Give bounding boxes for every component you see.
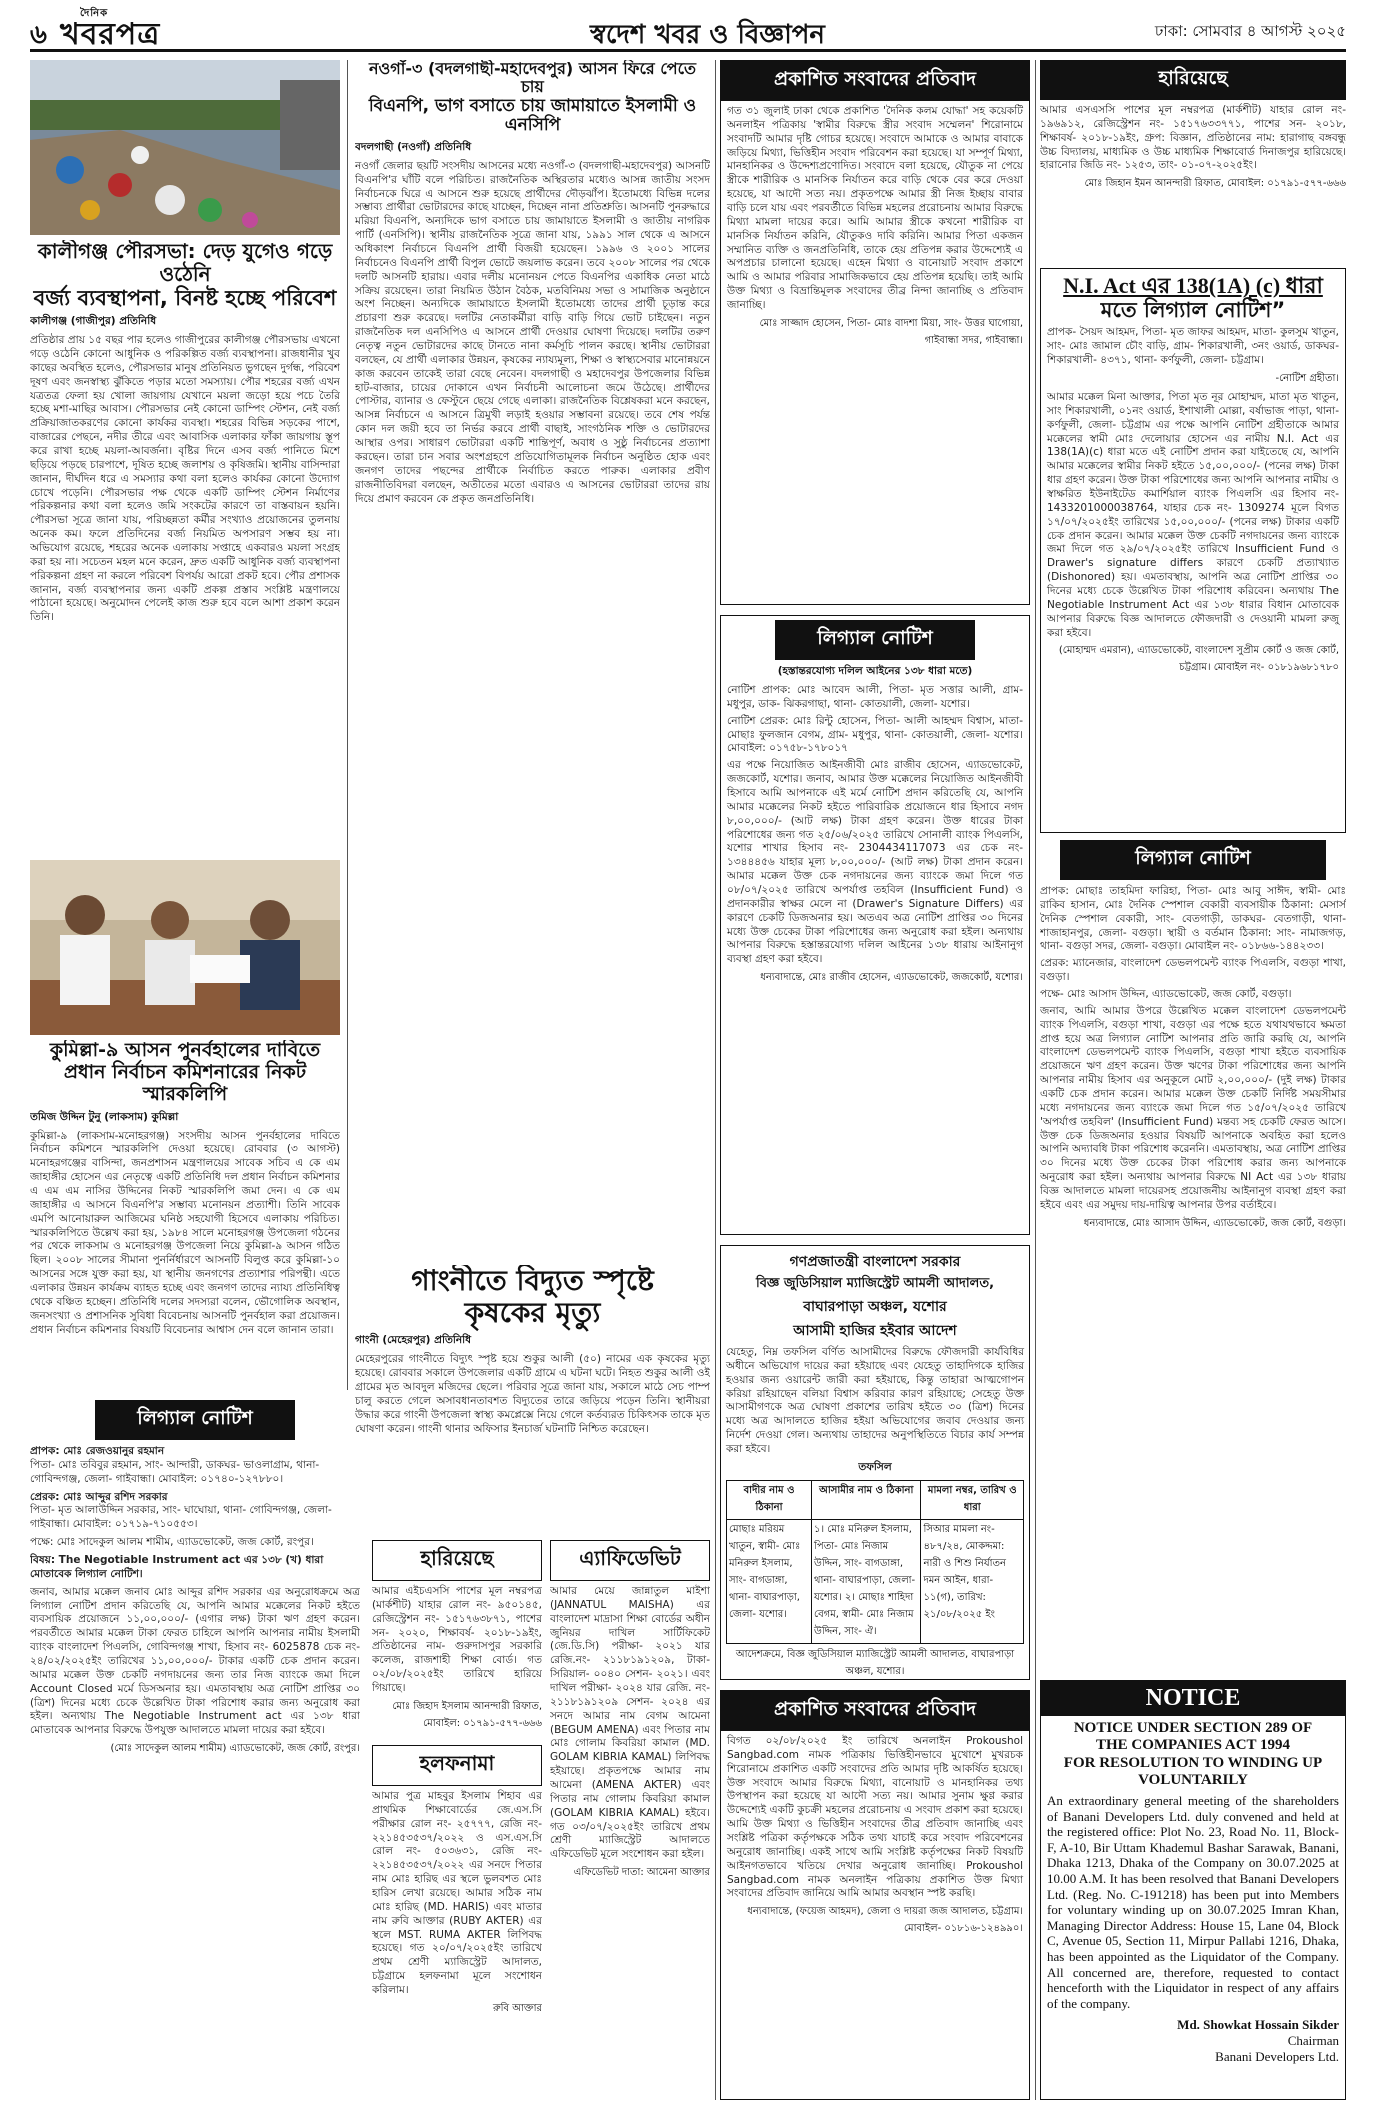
column-divider [715,60,716,2100]
lost-small-signature: মোঃ জিহাদ ইসলাম আনন্দারী রিফাত, মোবাইল: ০১৭৯১-৫৭৭-৬৬৬ [392,1700,542,1729]
legal-notice-mid-title: লিগ্যাল নোটিশ [775,620,975,660]
comilla-article [30,1040,340,1392]
legal-notice-left-signature: (মোঃ সাদেকুল আলম শামীম) এ্যাডভোকেট, জজ কোর্ট, রংপুর। [110,1743,360,1755]
legal-notice-left-subject: বিষয়: The Negotiable Instrument act এর ১৩৮ (খ) ধারা মোতাবেক লিগ্যাল নোটিশ। [30,1554,324,1580]
memorandum-photo [30,860,340,1035]
lost-right-body: আমার এসএসসি পাশের মূল নম্বরপত্র (মার্কশীট) যাহার রোল নং- ১৯৬৯১২, রেজিস্ট্রেশন নং- ১৫১৭৬৩৩৭৭১, পাশের সন- ২০১৮, শিক্ষাবর্ষ- ২০১৮-১৯ইং, গ্রুপ: বিজ্ঞান, প্রতিষ্ঠানের নাম: হারাগাছ বঙ্গবন্ধু উচ্চ বিদ্যালয়, মাধ্যমিক ও উচ্চ মাধ্যমিক শিক্ষাবোর্ড দিনাজপুর হারিয়েছে। হারানোর জিডি নং- ১২৫৩, তাং- ০১-০৭-২০২৫ইং। [1040,104,1346,172]
notice-en-title: NOTICE [1041,1681,1345,1716]
protest-bottom [720,1690,1030,2100]
lost-notice-small [372,1540,542,1740]
affidavit-name-signature: রুবি আক্তার [492,2002,542,2014]
legal-notice-left-recipient-detail: পিতা- মৃত আলাউদ্দিন সরকার, সাং- ঘাঘোয়া, থানা- গোবিন্দগঞ্জ, জেলা- গাইবান্ধা। মোবাইল: ০১৭১৯-৭১০৫৫৩। [30,1504,332,1531]
legal-notice-right-advocate: পক্ষে- মোঃ আসাদ উদ্দিন, এ্যাডভোকেট, জজ কোর্ট, বগুড়া। [1040,988,1292,1001]
legal-notice-mid-signature: ধন্যবাদান্তে, মোঃ রাজীব হোসেন, এ্যাডভোকেট, জজকোর্ট, যশোর। [760,972,1023,984]
naogaon-body: নওগাঁ জেলার ছয়টি সংসদীয় আসনের মধ্যে নওগাঁ-৩ (বদলগাছী-মহাদেবপুর) আসনটি বিএনপি'র ঘাঁটি বলে পরিচিত। রাজনৈতিক অস্থিরতার মধ্যেও আসন্ন জাতীয় সংসদ নির্বাচনকে ঘিরে এ আসনে শুরু হয়েছে প্রার্থীদের দৌড়ঝাঁপ। ইতোমধ্যে বিভিন্ন দলের সম্ভাব্য প্রার্থীরা ভোটারদের কাছে যাচ্ছেন, দিচ্ছেন নানা প্রতিশ্রুতি। আসনটি পুনরুদ্ধারে মরিয়া বিএনপি, অন্যদিকে ভাগ বসাতে চায় জামায়াতে ইসলামী ও জাতীয় নাগরিক পার্টি (এনসিপি)। স্থানীয় রাজনৈতিক সূত্রে জানা যায়, ১৯৯১ সাল থেকে এ আসনে অধিকাংশ নির্বাচনে বিএনপি প্রার্থী বিজয়ী হয়েছেন। ১৯৯৬ ও ২০০১ সালের নির্বাচনেও বিএনপি প্রার্থী বিপুল ভোটে জয়লাভ করেন। তবে ২০০৮ সালের পর থেকে দলটি আসনটি হারায়। এবার দলীয় মনোনয়ন পেতে বিএনপির একাধিক নেতা মাঠে সক্রিয় রয়েছেন। তারা নিয়মিত উঠান বৈঠক, মতবিনিময় সভা ও সামাজিক অনুষ্ঠানে অংশ নিচ্ছেন। অন্যদিকে জামায়াতে ইসলামী ইতোমধ্যে তাদের প্রার্থী চূড়ান্ত করে প্রচারণা শুরু করেছে। দলটির নেতাকর্মীরা বাড়ি বাড়ি গিয়ে ভোট চাইছেন। নতুন রাজনৈতিক দল এনসিপিও এ আসনে প্রার্থী দেওয়ার ঘোষণা দিয়েছে। দলটির তরুণ নেতৃত্ব নতুন ভোটারদের কাছে টানতে নানা কর্মসূচি পালন করছে। স্থানীয় ভোটাররা বলছেন, যে প্রার্থী এলাকার উন্নয়ন, কৃষকের ন্যায্যমূল্য, শিক্ষা ও স্বাস্থ্যসেবার মানোন্নয়নে কাজ করবেন তাকেই তারা বেছে নেবেন। বদলগাছী ও মহাদেবপুর উপজেলার বিভিন্ন হাট-বাজার, চায়ের দোকানে এখন নির্বাচনী আলোচনা জমে উঠেছে। প্রার্থীদের পোস্টার, ব্যানার ও ফেস্টুনে ছেয়ে গেছে এলাকা। রাজনৈতিক বিশ্লেষকরা মনে করছেন, আসন্ন নির্বাচনে এ আসনে ত্রিমুখী লড়াই হওয়ার সম্ভাবনা রয়েছে। তবে শেষ পর্যন্ত কোন দল জয়ী হবে তা নির্ভর করবে প্রার্থী বাছাই, সাংগঠনিক শক্তি ও ভোটারদের আস্থার ওপর। সাধারণ ভোটাররা একটি শান্তিপূর্ণ, অবাধ ও সুষ্ঠু নির্বাচনের প্রত্যাশা করছেন। তারা চান সবার অংশগ্রহণে প্রতিযোগিতামূলক নির্বাচন অনুষ্ঠিত হোক এবং জনগণ তাদের পছন্দের প্রার্থীকে নির্বাচিত করতে পারুক। এলাকার প্রবীণ রাজনীতিবিদরা বলছেন, অতীতের মতো এবারও এ আসনের ভোটাররা তাদের রায় দিয়ে প্রমাণ করবেন কে প্রকৃত জনপ্রতিনিধি। [355,159,710,505]
legal-notice-left-title: লিগ্যাল নোটিশ [95,1400,295,1440]
garbage-photo [30,60,340,235]
court-body: যেহেতু, নিম্ন তফসিল বর্ণিত আসামীদের বিরুদ্ধে ফৌজদারী কার্যবিধির অধীনে অভিযোগ দায়ের করা হইয়াছে এবং যেহেতু তাহাদিগকে হাজির হওয়ার জন্য ওয়ারেন্ট জারী করা হইয়াছে, কিন্তু তাহারা আত্মগোপন করিয়া রহিয়াছেন বলিয়া বিশ্বাস করিবার কারণ রহিয়াছে; সেহেতু উক্ত আসামীগণকে অত্র ঘোষণা প্রকাশের তারিখ হইতে ৩০ (ত্রিশ) দিনের মধ্যে অত্র আদালতে হাজির হইয়া অভিযোগের জবাব দেওয়ার জন্য নির্দেশ দেওয়া গেল। অন্যথায় তাহাদের অনুপস্থিতিতে বিচার কার্য সম্পন্ন করা হইবে। [726,1346,1024,1456]
ni-act-body: আমার মক্কেল মিনা আক্তার, পিতা মৃত নূর মোহাম্মদ, মাতা মৃত খাতুন, সাং শিকারখালী, ০১নং ওয়ার্ড, ইশাখালী মোল্লা, বর্ষাভাজ পাড়া, থানা- কর্ণফুলী, জেলা- চট্টগ্রাম এর পক্ষে আপনি নোটিশ গ্রহীতাকে আমার মক্কেলের স্বামী মোঃ দেলোয়ার হোসেন এর নামীয় N.I. Act এর 138(1A)(c) ধারা মতে এই নোটিশ প্রদান করা যাইতেছে যে, আপনি আমার মক্কেলের স্বামীর নিকট হইতে ১৫,০০,০০০/- (পনের লক্ষ) টাকা ধার গ্রহণ করেন। উক্ত টাকা পরিশোধের জন্য আপনি আপনার নামীয় ও স্বাক্ষরিত ইউনাইটেড কমার্শিয়াল ব্যাংক পিএলসি এর হিসাব নং- 1433201000038764, যাহার চেক নং- 1309274 মূলে বিগত ১৭/০৭/২০২৫ইং তারিখের ১৫,০০,০০০/- (পনের লক্ষ) টাকার একটি চেক প্রদান করেন। আমার মক্কেল উক্ত চেকটি নগদায়নের জন্য ব্যাংকে জমা দিলে গত ২৯/০৭/২০২৫ইং তারিখে Insufficient Fund ও Drawer's signature differs কারণে চেকটি প্রত্যাখ্যাত (Dishonored) হয়। এমতাবস্থায়, আপনি অত্র নোটিশ প্রাপ্তির ৩০ দিনের মধ্যে চেকে উল্লেখিত টাকা পরিশোধ করিবেন। অন্যথায় The Negotiable Instrument Act এর ১৩৮ ধারার বিধান মোতাবেক আপনার বিরুদ্ধে বিজ্ঞ আদালতে ফৌজদারী ও দেওয়ানী মামলা রুজু করা হইবে। [1047,391,1339,639]
ni-act-notice [1040,268,1346,833]
protest-bottom-title: প্রকাশিত সংবাদের প্রতিবাদ [721,1691,1029,1731]
kaliganj-article [30,240,340,852]
protest-top-signature: মোঃ সাজ্জাদ হোসেন, পিতা- মোঃ বাদশা মিয়া, সাং- উত্তর ঘাগোয়া, গাইবান্ধা সদর, গাইবান্ধা। [759,317,1023,346]
naogaon-article [355,60,710,1260]
notice-en-signer-org: Banani Developers Ltd. [1215,2049,1339,2065]
kaliganj-headline-1: কালীগঞ্জ পৌরসভা: দেড় যুগেও গড়ে ওঠেনি [37,240,333,286]
comilla-headline: কুমিল্লা-৯ আসন পুনর্বহালের দাবিতে প্রধান নির্বাচন কমিশনারের নিকট স্মারকলিপি [49,1040,321,1105]
winding-up-notice [1040,1680,1346,2100]
protest-top [720,60,1030,605]
column-divider [347,60,348,1390]
issue-date: ঢাকা: সোমবার ৪ আগস্ট ২০২৫ [1154,22,1346,40]
legal-notice-right-recipient: প্রেরক: ম্যানেজার, বাংলাদেশ ডেভলপমেন্ট ব্যাংক পিএলসি, বগুড়া শাখা, বগুড়া। [1040,957,1346,984]
gangni-headline-2: কৃষকের মৃত্যু [464,1296,601,1330]
affidavit-jannatul [550,1540,710,2100]
legal-notice-left-advocate: পক্ষে: মোঃ সাদেকুল আলম শামীম, এ্যাডভোকেট, জজ কোর্ট, রংপুর। [30,1536,314,1549]
protest-top-body: গত ৩১ জুলাই ঢাকা থেকে প্রকাশিত 'দৈনিক কলম যোদ্ধা' সহ কয়েকটি অনলাইন পত্রিকায় 'স্বামীর বিরুদ্ধে স্ত্রীর সংবাদ সম্মেলন' শিরোনামে সংবাদটি আমার দৃষ্টি গোচর হয়েছে। সংবাদে আমাকে ও আমার বাবাকে জড়িয়ে মিথ্যা, ভিত্তিহীন সংবাদ পরিবেশন করা হয়েছে। যা সম্পূর্ণ মিথ্যা, মানহানিকর ও উদ্দেশ্যপ্রণোদিত। সংবাদে বলা হয়েছে, যৌতুক না পেয়ে স্ত্রীকে শারীরিক ও মানসিক নির্যাতন করে বাড়ি থেকে বের করে দেওয়া হয়েছে, যা আদৌ সত্য নয়। প্রকৃতপক্ষে আমার স্ত্রী নিজ ইচ্ছায় বাবার বাড়ি চলে যায় এবং পরবর্তীতে বিভিন্ন মহলের প্ররোচনায় আমার বিরুদ্ধে মিথ্যা মামলা দায়ের করে। আমি আমার স্ত্রীকে কখনো শারীরিক বা মানসিক নির্যাতন করিনি, যৌতুকও দাবি করিনি। আমার পিতা একজন সম্মানিত ব্যক্তি ও জনপ্রতিনিধি, তাকে হেয় প্রতিপন্ন করার উদ্দেশ্যেই এ অপপ্রচার চালানো হয়েছে। এহেন মিথ্যা ও বানোয়াট সংবাদ প্রকাশে আমি ও আমার পরিবার সামাজিকভাবে হেয় প্রতিপন্ন হয়েছি। তাই আমি উক্ত মিথ্যা ও বিভ্রান্তিমূলক সংবাদের তীব্র নিন্দা জানাচ্ছি ও প্রতিবাদ জানাচ্ছি। [727,105,1023,312]
legal-notice-left-sender: প্রাপক: মোঃ রেজওয়ানুর রহমান [30,1445,165,1457]
comilla-body: কুমিল্লা-৯ (লাকসাম-মনোহরগঞ্জ) সংসদীয় আসন পুনর্বহালের দাবিতে নির্বাচন কমিশনে স্মারকলিপি দেওয়া হয়েছে। রোববার (৩ আগস্ট) মনোহরগঞ্জের বাসিন্দা, জনপ্রশাসন মন্ত্রণালয়ের সাবেক সচিব এ কে এম জাহাঙ্গীর হোসেন এর নেতৃত্বে একটি প্রতিনিধি দল প্রধান নির্বাচন কমিশনার এ এম এম নাসির উদ্দিনের নিকট স্মারকলিপি জমা দেন। এ কে এম জাহাঙ্গীর এ আসনে বিএনপি'র সম্ভাব্য মনোনয়ন প্রত্যাশী। তিনি সাবেক এমপি আনোয়ারুল আজিমের ঘনিষ্ঠ সহযোগী হিসেবে এলাকায় পরিচিত। স্মারকলিপিতে উল্লেখ করা হয়, ১৯৮৪ সালে মনোহরগঞ্জ উপজেলা গঠনের পর থেকে লাকসাম ও মনোহরগঞ্জ উপজেলা নিয়ে কুমিল্লা-৯ আসন গঠিত ছিল। ২০০৮ সালের সীমানা পুনর্নির্ধারণে আসনটি বিলুপ্ত করে কুমিল্লা-১০ আসনের সঙ্গে যুক্ত করা হয়, যা স্থানীয় জনগণের প্রত্যাশার পরিপন্থী। এতে এলাকার উন্নয়ন কার্যক্রম ব্যাহত হচ্ছে এবং জনগণ তাদের ন্যায্য প্রতিনিধিত্ব থেকে বঞ্চিত হচ্ছেন। প্রতিনিধি দলের সদস্যরা বলেন, ভৌগোলিক অবস্থান, জনসংখ্যা ও প্রশাসনিক সুবিধা বিবেচনায় আসনটি পুনর্বহাল করা প্রয়োজন। প্রধান নির্বাচন কমিশনার বিষয়টি বিবেচনার আশ্বাস দেন বলে জানান তারা। [30,1129,340,1336]
notice-en-sub-4: VOLUNTARILY [1138,1771,1248,1788]
legal-notice-mid-body: এর পক্ষে নিয়োজিত আইনজীবী মোঃ রাজীব হোসেন, এ্যাডভোকেট, জজকোর্ট, যশোর। জনাব, আমার উক্ত মক্কেলের নিয়োজিত আইনজীবী হিসাবে আমি আপনাকে এই মর্মে নোটিশ প্রদান করিতেছি যে, আপনি আমার মক্কেলের নিকট হইতে পারিবারিক প্রয়োজনে ধার হিসাবে নগদ ৮,০০,০০০/- (আট লক্ষ) টাকা গ্রহণ করেন। উক্ত ধারের টাকা পরিশোধের জন্য গত ২৫/০৬/২০২৫ তারিখে সোনালী ব্যাংক পিএলসি, যশোর শাখার হিসাব নং- 2304434117073 এর চেক নং- ১৩৪৪৪৫৬ যাহার মূল্য ৮,০০,০০০/- (আট লক্ষ) টাকা প্রদান করেন। আমার মক্কেল উক্ত চেক নগদায়নের জন্য ব্যাংকে জমা দিলে গত ০৮/০৭/২০২৫ তারিখে অপর্যাপ্ত তহবিল (Insufficient Fund) ও প্রদানকারীর স্বাক্ষর মেলে না (Drawer's Signature Differs) এর কারণে চেকটি ডিজঅনার হয়। অতএব অত্র নোটিশ প্রাপ্তির ৩০ দিনের মধ্যে উক্ত চেকের টাকা পরিশোধের জন্য অনুরোধ করা হইল। অন্যথায় আপনার বিরুদ্ধে হস্তান্তরযোগ্য দলিল আইনের ১৩৮ ধারায় আইনানুগ ব্যবস্থা গ্রহণ করা হইবে। [727,759,1023,966]
ni-act-title-1: N.I. Act এর 138(1A) (c) ধারা [1063,273,1323,298]
naogaon-headline-1: নওগাঁ-৩ (বদলগাছী-মহাদেবপুর) আসন ফিরে পেতে চায় [368,60,697,97]
lost-small-body: আমার এইচএসসি পাশের মূল নম্বরপত্র (মার্কশীট) যাহার রোল নং- ৯৫০১৪৫, রেজিস্ট্রেশন নং- ১৫১৭৬৩৮৭১, পাশের সন- ২০২০, শিক্ষাবর্ষ- ২০১৮-১৯ইং, প্রতিষ্ঠানের নাম- গুরুদাসপুর সরকারি কলেজ, রাজশাহী শিক্ষা বোর্ড। গত ০২/০৮/২০২৫ইং তারিখে হারিয়ে গিয়াছে। [372,1585,542,1695]
newspaper-logo: দৈনিক খবরপত্র [60,8,161,52]
notice-en-sub-1: NOTICE UNDER SECTION 289 OF [1073,1720,1313,1736]
column-divider [1035,60,1036,2100]
affidavit-jannatul-body: আমার মেয়ে জান্নাতুল মাইশা (JANNATUL MAISHA) এর বাংলাদেশ মাদ্রাসা শিক্ষা বোর্ডের অধীন জুনিয়র দাখিল সার্টিফিকেট (জে.ডি.সি) পরীক্ষা- ২০২১ যার রেজি.নং- ২১১৮১৯১২০৯, টাকা- সিরিয়াল- ০০৪০ সেশন- ২০২১। এবং দাখিল পরীক্ষা- ২০২৪ যার রেজি. নং- ২১১৮১৯১২০৯ সেশন- ২০২৪ এর সনদে আমার নাম বেগম আমেনা (BEGUM AMENA) এবং পিতার নাম মোঃ গোলাম কিবরিয়া কামাল (MD. GOLAM KIBRIA KAMAL) লিপিবদ্ধ হইয়াছে। প্রকৃতপক্ষে আমার নাম আমেনা (AMENA AKTER) এবং পিতার নাম গোলাম কিবরিয়া কামাল (GOLAM KIBRIA KAMAL) হইবে। গত ০৩/০৭/২০২৫ইং তারিখে প্রথম শ্রেণী ম্যাজিস্ট্রেট আদালতে এফিডেভিট মূলে সংশোধন করা হইল। [550,1585,710,1861]
legal-notice-left-recipient: প্রেরক: মোঃ আব্দুর রশিদ সরকার [30,1490,168,1503]
legal-notice-mid [720,615,1030,1235]
ni-act-title-2: মতে লিগ্যাল নোটিশ” [1100,298,1286,323]
affidavit-name-title: হলফনামা [372,1745,542,1786]
protest-top-title: প্রকাশিত সংবাদের প্রতিবাদ [721,61,1029,101]
affidavit-jannatul-signature: এফিডেভিট দাতা: আমেনা আক্তার [573,1867,710,1879]
legal-notice-right [1040,840,1346,1670]
court-col-accused: আসামীর নাম ও ঠিকানা [812,1480,921,1519]
kaliganj-dateline: কালীগঞ্জ (গাজীপুর) প্রতিনিধি [30,315,157,328]
notice-en-sub-2: THE COMPANIES ACT 1994 [1095,1737,1291,1754]
legal-notice-left [30,1400,360,2100]
naogaon-headline-2: বিএনপি, ভাগ বসাতে চায় জামায়াতে ইসলামী ও এনসিপি [368,95,697,136]
gangni-article [355,1265,710,1530]
notice-en-body: An extraordinary general meeting of the shareholders of Banani Developers Ltd. duly convened and held at the registered office: Plot No. 23, Road No. 11, Block-F, A-10, Bir Uttam Khademul Bashar Sarawak, Banani, Dhaka 1213, Dhaka of the Company on 30.07.2025 at 10.00 A.M. It has been resolved that Banani Developers Ltd. (Reg. No. C-191218) has been put into Members for voluntary winding up on 30.07.2025 Imran Khan, Managing Director Address: House 15, Lane 04, Block C, Avenue 05, Section 11, Mirpur Pallabi 1216, Dhaka, has been appointed as the Liquidator of the Company. All concerned are, therefore, requested to contact henceforth with the Liquidator in respect of any affairs of the company. [1047,1793,1339,2011]
court-col-case: মামলা নম্বর, তারিখ ও ধারা [921,1480,1024,1519]
page-number: ৬ [30,20,47,50]
ni-act-sender: প্রাপক- সৈয়দ আহমদ, পিতা- মৃত জাফর আহমদ, মাতা- কুলসুম খাতুন, সাং- মোঃ জামাল চৌং বাড়ি, গ্রাম- শিকারখালী, ৩নং ওয়ার্ড, ডাকঘর- শিকারখালী- ৪৩৭১, থানা- কর্ণফুলী, জেলা- চট্টগ্রাম। [1047,326,1339,367]
court-col-plaintiff: বাদীর নাম ও ঠিকানা [727,1480,812,1519]
court-signature: আদেশক্রমে, বিজ্ঞ জুডিসিয়াল ম্যাজিস্ট্রেট আমলী আদালত, বাঘারপাড়া অঞ্চল, যশোর। [735,1648,1015,1677]
legal-notice-right-signature: ধন্যবাদান্তে, মোঃ আসাদ উদ্দিন, এ্যাডভোকেট, জজ কোর্ট, বগুড়া। [1083,1217,1346,1229]
legal-notice-right-title: লিগ্যাল নোটিশ [1060,840,1326,880]
ni-act-recipient-label: -নোটিশ গ্রহীতা। [1275,373,1339,385]
comilla-dateline: তমিজ উদ্দিন টুনু (লাকসাম) কুমিল্লা [30,1110,179,1123]
legal-notice-left-body: জনাব, আমার মক্কেল জনাব মোঃ আব্দুর রশিদ সরকার এর অনুরোধক্রমে অত্র লিগ্যাল নোটিশ প্রদান করিতেছি যে, আপনি আমার মক্কেলের নিকট হইতে ব্যবসায়িক প্রয়োজনে ১১,০০,০০০/- (এগার লক্ষ) টাকা ঋণ গ্রহণ করেন। পরবর্তীতে আমার মক্কেল টাকা ফেরত চাহিলে আপনি আপনার নামীয় ইসলামী ব্যাংক বাংলাদেশ পিএলসি, গোবিন্দগঞ্জ শাখা, হিসাব নং- 6025878 চেক নং- ২৪/০২/২০২৫ইং তারিখের ১১,০০,০০০/- টাকার একটি চেক প্রদান করেন। আমার মক্কেল উক্ত চেকটি নগদায়নের জন্য তার নিজ ব্যাংকে জমা দিলে Account Closed মর্মে ডিসঅনার হয়। এমতাবস্থায় অত্র নোটিশ প্রাপ্তির ৩০ (ত্রিশ) দিনের মধ্যে চেকে উল্লেখিত টাকা পরিশোধ করার জন্য অনুরোধ করা হইল। অন্যথায় The Negotiable Instrument act এর ১৩৮ ধারা মোতাবেক আপনার বিরুদ্ধে উপযুক্ত আদালতে মামলা দায়ের করা হইবে। [30,1585,360,1737]
court-cell-accused: ১। মোঃ মনিরুল ইসলাম, পিতা- মোঃ নিজাম উদ্দিন, সাং- বাগডাঙ্গা, থানা- বাঘারপাড়া, জেলা- যশোর। ২। মোছাঃ শাহিদা বেগম, স্বামী- মোঃ নিজাম উদ্দিন, সাং- ঐ। [812,1519,921,1643]
affidavit-name-correction [372,1745,542,2100]
protest-bottom-signature: ধন্যবাদান্তে, (ফয়েজ আহমদ), জেলা ও দায়রা জজ আদালত, চট্টগ্রাম। মোবাইল- ০১৮১৬-১২৪৯৯০। [747,1906,1023,1935]
legal-notice-mid-recipient: নোটিশ প্রেরক: মোঃ রিন্টু হোসেন, পিতা- আলী আহম্মদ বিশ্বাস, মাতা- মোছাঃ ফুলজান বেগম, গ্রাম- মধুপুর, থানা- কোতয়ালী, জেলা- যশোর। মোবাইল: ০১৭৫৮-১৭৮০১৭ [727,714,1023,755]
kaliganj-body: প্রতিষ্ঠার প্রায় ১৫ বছর পার হলেও গাজীপুরের কালীগঞ্জ পৌরসভায় এখনো গড়ে ওঠেনি কোনো আধুনিক ও পরিকল্পিত বর্জ্য ব্যবস্থাপনা। রাজধানীর খুব কাছের অবস্থিত হলেও, পৌরসভার মানুষ প্রতিনিয়ত ভুগছেন দুর্গন্ধ, পরিবেশ দূষণ এবং জনস্বাস্থ্য ঝুঁকিতে পড়ার মতো সমস্যায়। পৌর শহরের বর্জ্য এখন যত্রতত্র ফেলা হয় খোলা জায়গায় যেখানে ময়লা জড়ো হয়ে পচে তৈরি হচ্ছে মশা-মাছির আবাস। পৌরসভার নেই কোনো ডাম্পিং স্টেশন, নেই বর্জ্য প্রক্রিয়াজাতকরণের কোনো কার্যকর ব্যবস্থা। শহরের বিভিন্ন সড়কের পাশে, বাজারের পেছনে, নদীর তীরে এবং আবাসিক এলাকার ফাঁকা জায়গায় স্তূপ করে রাখা হচ্ছে ময়লা-আবর্জনা। বৃষ্টির দিনে এসব বর্জ্য পানিতে মিশে ছড়িয়ে পড়ছে চারপাশে, দূষিত হচ্ছে জলাশয় ও কৃষিজমি। স্থানীয় বাসিন্দারা জানান, দীর্ঘদিন ধরে এ সমস্যার কথা বলা হলেও কার্যকর কোনো উদ্যোগ চোখে পড়েনি। পৌরসভার পক্ষ থেকে একটি ডাম্পিং স্টেশন নির্মাণের পরিকল্পনার কথা বলা হলেও জমি সংকটের কারণে তা বাস্তবায়ন হয়নি। পৌরসভা সূত্রে জানা যায়, পরিচ্ছন্নতা কর্মীর সংখ্যাও প্রয়োজনের তুলনায় অনেক কম। ফলে প্রতিদিনের বর্জ্য নিয়মিত অপসারণ সম্ভব হয় না। অভিযোগ রয়েছে, শহরের অনেক এলাকায় সপ্তাহে একবারও ময়লা সংগ্রহ করা হয় না। সচেতন মহল মনে করেন, দ্রুত একটি আধুনিক বর্জ্য ব্যবস্থাপনা পরিকল্পনা গ্রহণ না করলে পরিবেশ বিপর্যয় আরো প্রকট হবে। পৌর প্রশাসক জানান, বর্জ্য ব্যবস্থাপনার জন্য একটি প্রকল্প প্রস্তাব সংশ্লিষ্ট মন্ত্রণালয়ে পাঠানো হয়েছে। অনুমোদন পেলেই কাজ শুরু হবে বলে আশা প্রকাশ করেন তিনি। [30,334,340,624]
gangni-dateline: গাংনী (মেহেরপুর) প্রতিনিধি [355,1334,472,1347]
lost-small-title: হারিয়েছে [372,1540,542,1581]
notice-en-sub-3: FOR RESOLUTION TO WINDING UP [1063,1754,1323,1771]
notice-en-signer-role: Chairman [1287,2033,1339,2049]
legal-notice-mid-sender: নোটিশ প্রাপক: মোঃ আবেদ আলী, পিতা- মৃত সত্তার আলী, গ্রাম- মধুপুর, ডাক- ঝিকরগাছা, থানা- কোতয়ালী, জেলা- যশোর। [727,684,1023,710]
lost-right-signature: মোঃ জিহান ইমন আনন্দারী রিফাত, মোবাইল: ০১৭৯১-৫৭৭-৬৬৬ [1084,178,1346,190]
protest-bottom-body: বিগত ০২/০৮/২০২৫ ইং তারিখে অনলাইন Prokoushol Sangbad.com নামক পত্রিকায় ভিত্তিহীনভাবে মুখোশে মুখরচক শিরোনামে প্রকাশিত একটি সংবাদের প্রতি আমার দৃষ্টি আকর্ষিত হয়েছে। উক্ত সংবাদে আমার বিরুদ্ধে মিথ্যা, বানোয়াট ও মানহানিকর তথ্য উপস্থাপন করা হয়েছে যা আদৌ সত্য নয়। আমার সুনাম ক্ষুণ্ণ করার উদ্দেশ্যেই একটি কুচক্রী মহলের প্ররোচনায় এ সংবাদ প্রকাশ করা হয়েছে। আমি উক্ত মিথ্যা ও ভিত্তিহীন সংবাদের তীব্র প্রতিবাদ জানাচ্ছি এবং সংশ্লিষ্ট পত্রিকা কর্তৃপক্ষকে সঠিক তথ্য যাচাই করে সংবাদ পরিবেশনের অনুরোধ জানাচ্ছি। একই সাথে আমি সংশ্লিষ্ট কর্তৃপক্ষের নিকট বিষয়টি আইনগতভাবে খতিয়ে দেখার অনুরোধ জানাচ্ছি। Prokoushol Sangbad.com নামক অনলাইন পত্রিকায় প্রকাশিত উক্ত মিথ্যা সংবাদের প্রতিবাদ জানিয়ে আমি আমার অবস্থান স্পষ্ট করছি। [727,1735,1023,1900]
lost-right-title: হারিয়েছে [1040,60,1346,100]
court-schedule-table [726,1480,1024,1644]
court-header-2: বিজ্ঞ জুডিসিয়াল ম্যাজিস্ট্রেট আমলী আদালত, [755,1276,995,1291]
court-table-heading: তফসিল [858,1460,892,1473]
court-header-1: গণপ্রজাতন্ত্রী বাংলাদেশ সরকার [789,1254,961,1270]
kaliganj-headline-2: বর্জ্য ব্যবস্থাপনা, বিনষ্ট হচ্ছে পরিবেশ [33,286,337,310]
affidavit-jannatul-title: এ্যাফিডেভিট [550,1540,710,1581]
court-cell-plaintiff: মোছাঃ মরিয়ম খাতুন, স্বামী- মোঃ মনিরুল ইসলাম, সাং- বাগডাঙ্গা, থানা- বাঘারপাড়া, জেলা- যশোর। [727,1519,812,1643]
legal-notice-right-sender: প্রাপক: মোছাঃ তাহমিদা ফারিহা, পিতা- মোঃ আবু সাঈদ, স্বামী- মোঃ রাকিব হাসান, মোঃ দৈনিক স্পেশাল বেকারী ব্যবসায়ীক ঠিকানা: মেসার্স দৈনিক স্পেশাল বেকারী, সাং- বেতগাড়ী, ডাকঘর- বেতগাড়ী, থানা- শাজাহানপুর, জেলা- বগুড়া। স্থায়ী ও বর্তমান ঠিকানা: সাং- নামাজগড়, থানা- বগুড়া সদর, জেলা- বগুড়া। মোবাইল নং- ০১৮৬৬-১৪৪২৩৩। [1040,885,1346,953]
legal-notice-left-sender-detail: পিতা- মোঃ তবিবুর রহমান, সাং- আন্দারী, ডাকঘর- ভাওলাগ্রাম, থানা- গোবিন্দগঞ্জ, জেলা- গাইবান্ধা। মোবাইল: ০১৭৪০-১২৭৮৮০। [30,1458,320,1485]
gangni-headline-1: গাংনীতে বিদ্যুত স্পৃষ্টে [411,1265,654,1297]
naogaon-dateline: বদলগাছী (নওগাঁ) প্রতিনিধি [355,140,472,153]
ni-act-signature: (মোহাম্মদ এমরান), এ্যাডভোকেট, বাংলাদেশ সুপ্রীম কোর্ট ও জজ কোর্ট, চট্টগ্রাম। মোবাইল নং- ০১৮১৯৬৮১৭৮০ [1058,645,1339,674]
legal-notice-mid-subtitle: (হস্তান্তরযোগ্য দলিল আইনের ১৩৮ ধারা মতে) [777,665,973,677]
court-order [720,1245,1030,1680]
lost-notice-right [1040,60,1346,260]
legal-notice-right-body: জনাব, আমি আমার উপরে উল্লেখিত মক্কেল বাংলাদেশ ডেভলপমেন্ট ব্যাংক পিএলসি, বগুড়া শাখা, বগুড়া এর পক্ষে হতে যথাযথভাবে ক্ষমতা প্রাপ্ত হয়ে অত্র লিগ্যাল নোটিশ আপনার প্রতি জারি করছি যে, আপনি বাংলাদেশ ডেভলপমেন্ট ব্যাংক পিএলসি, বগুড়া শাখা হইতে ব্যবসায়িক প্রয়োজনে ঋণ গ্রহণ করেন। উক্ত ঋণের টাকা পরিশোধের জন্য আপনি আপনার নামীয় হিসাব এর অনুকূলে মোট ২,০০,০০০/- (দুই লক্ষ) টাকার একটি চেক প্রদান করেন। আমার মক্কেল উক্ত চেকটি নির্দিষ্ট সময়সীমার মধ্যে নগদায়নের জন্য ব্যাংকে জমা দিলে গত ১৫/০৭/২০২৫ তারিখে 'অপর্যাপ্ত তহবিল' (Insufficient Fund) মন্তব্য সহ চেকটি ফেরত আসে। উক্ত চেক ডিজঅনার হওয়ার বিষয়টি আপনাকে অবহিত করা হলেও আপনি অদ্যাবধি টাকা পরিশোধ করেননি। এমতাবস্থায়, অত্র নোটিশ প্রাপ্তির ৩০ দিনের মধ্যে উক্ত চেকের টাকা পরিশোধ করার জন্য আপনাকে অনুরোধ করা হইল। অন্যথায় আপনার বিরুদ্ধে NI Act এর ১৩৮ ধারায় বিজ্ঞ আদালতে মামলা দায়েরসহ প্রয়োজনীয় আইনানুগ ব্যবস্থা গ্রহণ করা হইবে এবং এর সমুদয় দায়-দায়িত্ব আপনার উপর বর্তাইবে। [1040,1004,1346,1211]
court-header-4: আসামী হাজির হইবার আদেশ [793,1323,957,1339]
court-header-3: বাঘারপাড়া অঞ্চল, যশোর [803,1299,947,1315]
section-title: স্বদেশ খবর ও বিজ্ঞাপন [590,20,825,50]
court-cell-case: সিআর মামলা নং- ৪৮৭/২৪, মোকদ্দমা: নারী ও শিশু নির্যাতন দমন আইন, ধারা- ১১(গ), তারিখ: ২১/০৮/২০২৫ ইং [921,1519,1024,1643]
masthead [30,8,1346,52]
notice-en-signer: Md. Showkat Hossain Sikder [1177,2017,1339,2033]
affidavit-name-body: আমার পুত্র মাহবুর ইসলাম শিহাব এর প্রাথমিক শিক্ষাবোর্ডের জে.এস.সি পরীক্ষার রোল নং- ২৫৭৭৭, রেজি নং- ২২১৪৫৩৫৩৭/২০২২ ও এস.এস.সি রোল নং- ৫০৩৬৩১, রেজি নং- ২২১৪৫৩৫৩৭/২০২২ এর সনদে পিতার নাম মোঃ হারিছ এর স্থলে ভুলবশত মোঃ হারিস লেখা রয়েছে। আমার সঠিক নাম মোঃ হারিছ (MD. HARIS) এবং মাতার নাম রুবি আক্তার (RUBY AKTER) এর স্থলে MST. RUMA AKTER লিপিবদ্ধ হয়েছে। গত ২০/০৭/২০২৫ইং তারিখে প্রথম শ্রেণী ম্যাজিস্ট্রেট আদালত, চট্টগ্রামে হলফনামা মূলে সংশোধন করিলাম। [372,1790,542,1997]
table-row [727,1519,1024,1643]
gangni-body: মেহেরপুরের গাংনীতে বিদ্যুৎ স্পৃষ্ট হয়ে শুকুর আলী (৫০) নামের এক কৃষকের মৃত্যু হয়েছে। রোববার সকালে উপজেলার একটি গ্রামে এ ঘটনা ঘটে। নিহত শুকুর আলী ওই গ্রামের মৃত আবদুল মজিদের ছেলে। পরিবার সূত্রে জানা যায়, সকালে মাঠে সেচ পাম্প চালু করতে গেলে অসাবধানতাবশত বিদ্যুতের তারে জড়িয়ে পড়েন তিনি। স্থানীয়রা উদ্ধার করে গাংনী উপজেলা স্বাস্থ্য কমপ্লেক্সে নিয়ে গেলে কর্তব্যরত চিকিৎসক তাকে মৃত ঘোষণা করেন। গাংনী থানার অফিসার ইনচার্জ ঘটনাটি নিশ্চিত করেছেন। [355,1353,710,1435]
